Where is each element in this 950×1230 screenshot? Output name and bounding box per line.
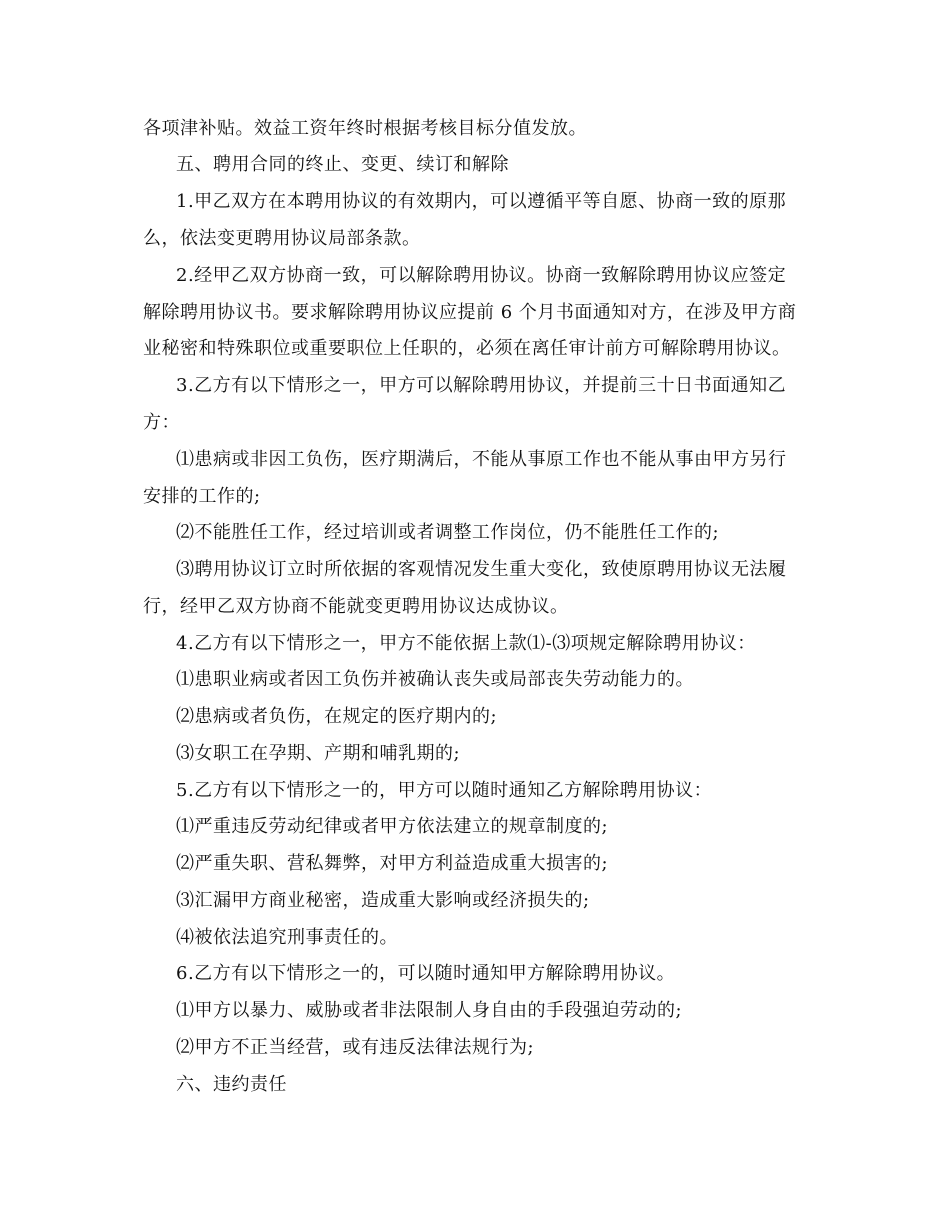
section-heading: 五、聘用合同的终止、变更、续订和解除 [176,154,509,175]
text-line: ⑶女职工在孕期、产期和哺乳期的; [176,743,461,764]
text-line: 5.乙方有以下情形之一的，甲方可以随时通知乙方解除聘用协议： [176,780,713,801]
text-line: 4.乙方有以下情形之一，甲方不能依据上款⑴-⑶项规定解除聘用协议： [176,633,756,654]
text-line: 么，依法变更聘用协议局部条款。 [143,228,421,249]
text-line: 2.经甲乙双方协商一致，可以解除聘用协议。协商一致解除聘用协议应签定 [176,265,787,286]
text-line: ⑷被依法追究刑事责任的。 [176,927,398,948]
text-line: 6.乙方有以下情形之一的，可以随时通知甲方解除聘用协议。 [176,963,676,984]
text-line: ⑴患病或非因工负伤，医疗期满后，不能从事原工作也不能从事由甲方另行 [176,449,787,470]
text-line: ⑴甲方以暴力、威胁或者非法限制人身自由的手段强迫劳动的; [176,1000,683,1021]
section-heading: 六、违约责任 [176,1074,287,1095]
text-line: ⑴严重违反劳动纪律或者甲方依法建立的规章制度的; [176,816,609,837]
text-line: ⑵严重失职、营私舞弊，对甲方利益造成重大损害的; [176,853,609,874]
text-line: ⑵患病或者负伤，在规定的医疗期内的; [176,706,498,727]
text-line: 1.甲乙双方在本聘用协议的有效期内，可以遵循平等自愿、协商一致的原那 [176,191,787,212]
text-line: 3.乙方有以下情形之一，甲方可以解除聘用协议，并提前三十日书面通知乙 [176,375,787,396]
text-line: 方： [143,412,180,433]
text-line: 行，经甲乙双方协商不能就变更聘用协议达成协议。 [143,596,569,617]
text-line: 各项津补贴。效益工资年终时根据考核目标分值发放。 [143,118,587,139]
text-line: ⑵甲方不正当经营，或有违反法律法规行为; [176,1037,535,1058]
text-line: 业秘密和特殊职位或重要职位上任职的，必须在离任审计前方可解除聘用协议。 [143,338,791,359]
text-line: ⑵不能胜任工作，经过培训或者调整工作岗位，仍不能胜任工作的; [176,522,720,543]
text-line: 解除聘用协议书。要求解除聘用协议应提前 6 个月书面通知对方，在涉及甲方商 [143,302,797,323]
text-line: 安排的工作的; [143,486,261,507]
text-line: ⑶汇漏甲方商业秘密，造成重大影响或经济损失的; [176,890,590,911]
text-line: ⑶聘用协议订立时所依据的客观情况发生重大变化，致使原聘用协议无法履 [176,559,787,580]
text-line: ⑴患职业病或者因工负伤并被确认丧失或局部丧失劳动能力的。 [176,669,694,690]
